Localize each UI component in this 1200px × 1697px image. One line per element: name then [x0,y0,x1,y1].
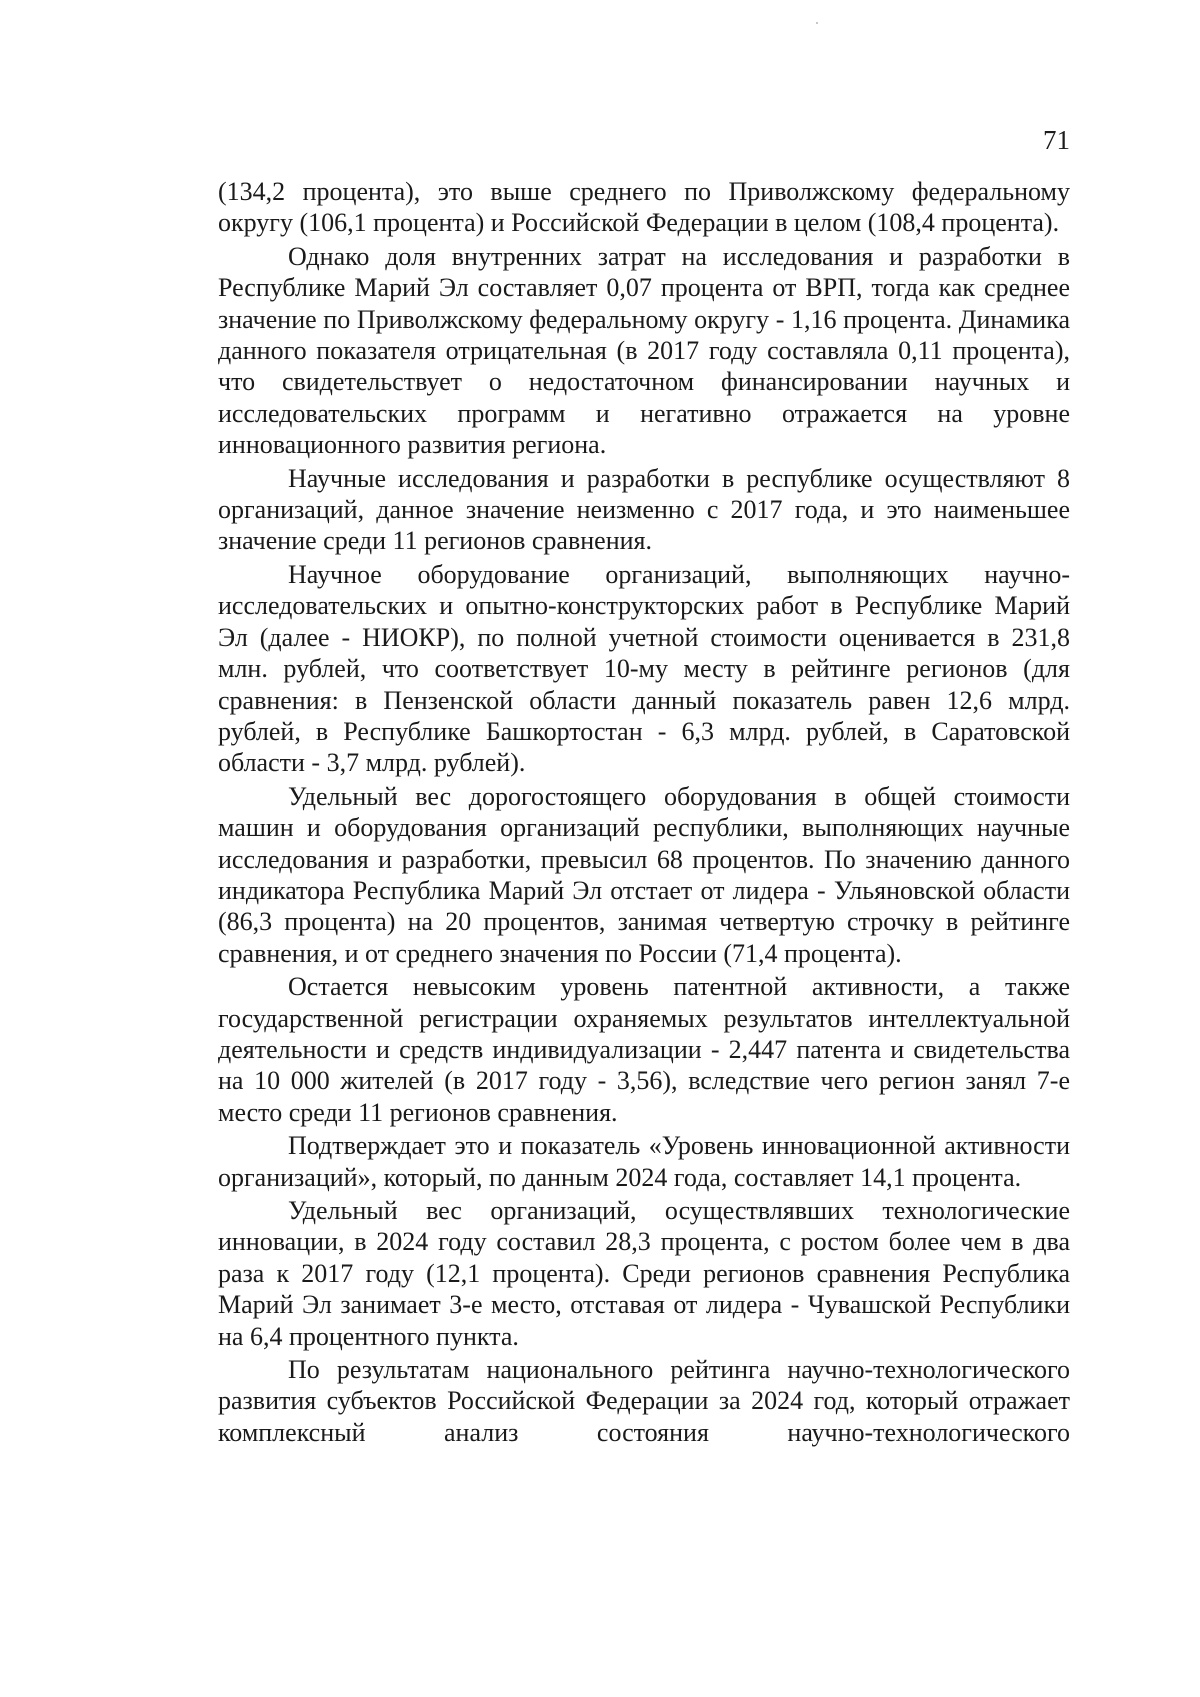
page-number: 71 [1043,125,1070,155]
paragraph-3: Научные исследования и разработки в республике осуществляют 8 организаций, данное значение неизменно с 2017 года, и это наименьшее значение среди 11 регионов сравнения. [218,463,1070,556]
paragraph-2: Однако доля внутренних затрат на исследования и разработки в Республике Марий Эл составляет 0,07 процента от ВРП, тогда как среднее значение по Приволжскому федеральному округу - 1,16 процента. Динамика данного показателя отрицательная (в 2017 году составляла 0,11 процента), что свидетельствует о недостаточном финансировании научных и исследовательских программ и негативно отражается на уровне инновационного развития региона. [218,241,1070,460]
paragraph-4: Научное оборудование организаций, выполняющих научно-исследовательских и опытно-конструкторских работ в Республике Марий Эл (далее - НИОКР), по полной учетной стоимости оценивается в 231,8 млн. рублей, что соответствует 10-му месту в рейтинге регионов (для сравнения: в Пензенской области данный показатель равен 12,6 млрд. рублей, в Республике Башкортостан - 6,3 млрд. рублей, в Саратовской области - 3,7 млрд. рублей). [218,559,1070,778]
paragraph-7: Подтверждает это и показатель «Уровень инновационной активности организаций», который, по данным 2024 года, составляет 14,1 процента. [218,1131,1070,1192]
paragraph-6: Остается невысоким уровень патентной активности, а также государственной регистрации охраняемых результатов интеллектуальной деятельности и средств индивидуализации - 2,447 патента и свидетельства на 10 000 жителей (в 2017 году - 3,56), вследствие чего регион занял 7-е место среди 11 регионов сравнения. [218,972,1070,1127]
paragraph-5: Удельный вес дорогостоящего оборудования в общей стоимости машин и оборудования организаций республики, выполняющих научные исследования и разработки, превысил 68 процентов. По значению данного индикатора Республика Марий Эл отстает от лидера - Ульяновской области (86,3 процента) на 20 процентов, занимая четвертую строчку в рейтинге сравнения, и от среднего значения по России (71,4 процента). [218,781,1070,968]
paragraph-8: Удельный вес организаций, осуществлявших технологические инновации, в 2024 году составил 28,3 процента, с ростом более чем в два раза к 2017 году (12,1 процента). Среди регионов сравнения Республика Марий Эл занимает 3-е место, отставая от лидера - Чувашской Республики на 6,4 процентного пункта. [218,1196,1070,1351]
body-text [218,176,1070,1450]
scan-speck [816,22,818,24]
paragraph-9: По результатам национального рейтинга научно-технологического развития субъектов Российской Федерации за 2024 год, который отражает комплексный анализ состояния научно-технологического [218,1355,1070,1447]
paragraph-1: (134,2 процента), это выше среднего по Приволжскому федеральному округу (106,1 процента) и Российской Федерации в целом (108,4 процента). [218,177,1070,238]
